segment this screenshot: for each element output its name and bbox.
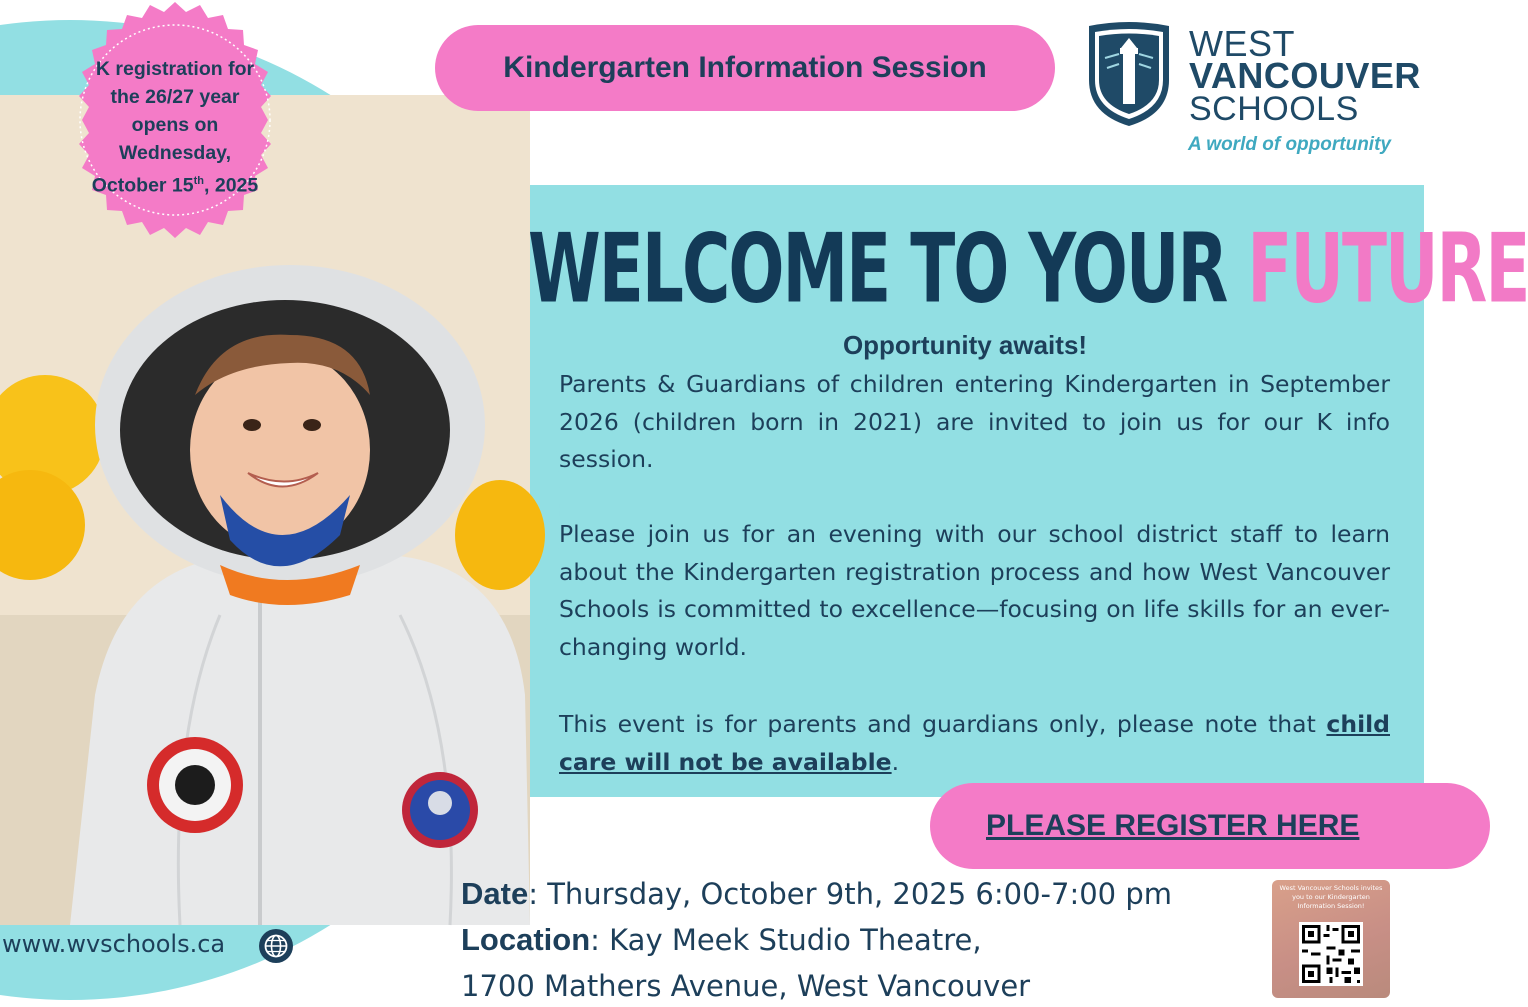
notice-end: . <box>891 747 900 776</box>
header-pill <box>435 25 1055 111</box>
qr-card[interactable] <box>1272 880 1390 998</box>
logo-text-schools: SCHOOLS <box>1189 90 1359 128</box>
website-link[interactable]: www.wvschools.ca <box>2 930 226 958</box>
west-vancouver-schools-logo <box>1085 22 1421 162</box>
location-value: : Kay Meek Studio Theatre, <box>590 923 982 957</box>
headline <box>528 213 1528 325</box>
child-care-link[interactable]: child care will not be available <box>559 710 1390 776</box>
badge-line: K registration for <box>95 58 255 80</box>
location-label: Location <box>461 922 591 957</box>
event-address: 1700 Mathers Avenue, West Vancouver <box>461 969 1031 1003</box>
logo-tagline: A world of opportunity <box>1188 134 1391 155</box>
subheading: Opportunity awaits! <box>842 330 1088 360</box>
registration-badge <box>55 0 295 240</box>
event-location <box>461 922 982 958</box>
date-value: : Thursday, October 9th, 2025 6:00-7:00 pm <box>528 877 1172 911</box>
details-paragraph: Please join us for an evening with our school district staff to learn about the Kindergarten registration process and how West Vancouver Schools is committed to excellence—focusing on life skills for an ever-changing world. <box>559 520 1390 661</box>
notice-text: This event is for parents and guardians only, please note that <box>559 710 1327 738</box>
headline-main: WELCOME TO YOUR <box>528 213 1248 325</box>
badge-text <box>55 55 295 200</box>
qr-code-icon[interactable] <box>1299 922 1363 986</box>
register-label[interactable]: PLEASE REGISTER HERE <box>986 809 1360 842</box>
register-button[interactable] <box>930 783 1490 869</box>
badge-line: the 26/27 year <box>110 86 240 108</box>
logo-text-west: WEST <box>1189 23 1295 64</box>
badge-date-line: October 15th, 2025 <box>91 174 259 197</box>
headline-accent: FUTURE <box>1247 213 1528 325</box>
intro-paragraph: Parents & Guardians of children entering Kindergarten in September 2026 (children born in 2021) are invited to join us for our K info session. <box>559 370 1390 473</box>
event-date <box>461 876 1172 912</box>
lighthouse-shield-icon <box>1085 22 1173 128</box>
logo-text-vancouver: VANCOUVER <box>1189 55 1421 96</box>
notice-paragraph <box>559 706 1390 781</box>
header-title: Kindergarten Information Session <box>503 51 987 84</box>
badge-line: Wednesday, <box>119 142 231 164</box>
qr-caption: West Vancouver Schools invites you to our Kindergarten Information Session! <box>1279 884 1383 910</box>
badge-line: opens on <box>131 114 219 136</box>
date-label: Date <box>461 876 529 911</box>
globe-icon <box>258 928 294 964</box>
